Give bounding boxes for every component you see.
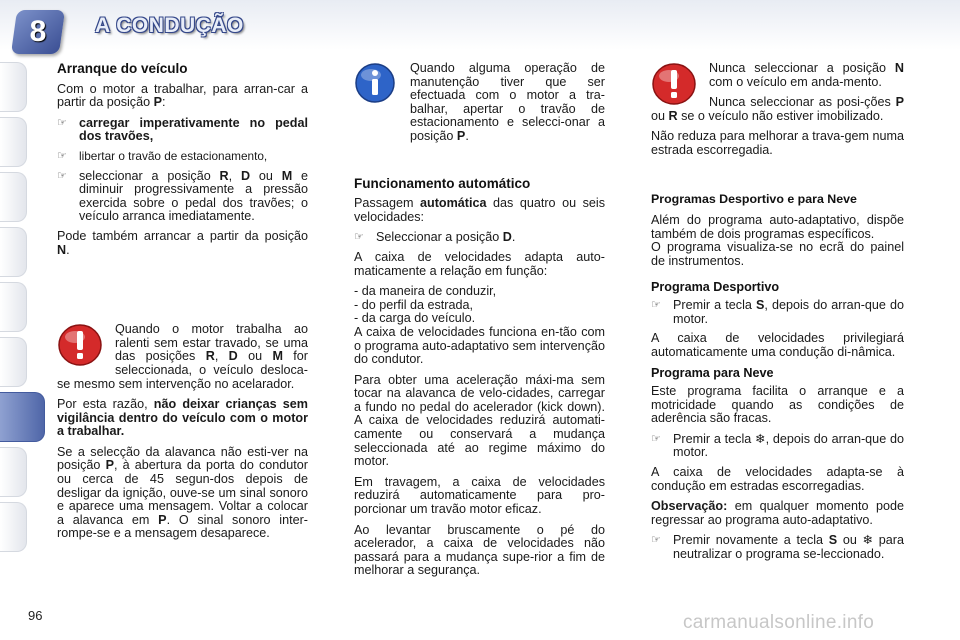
side-tab-4[interactable] (0, 227, 27, 277)
paragraph: Este programa facilita o arranque e a motricidade quando as condições de aderência são fracas. (651, 384, 904, 426)
pointing-hand-icon: ☞ (57, 169, 67, 182)
chapter-badge (11, 10, 65, 54)
paragraph: Observação: em qualquer momento pode regressar ao programa auto-adaptativo. (651, 499, 904, 527)
warning-text: Por esta razão, não deixar crianças sem vigilância dentro do veículo com o motor a trabalhar. (57, 397, 308, 439)
paragraph: A caixa de velocidades adapta auto-maticamente a relação em função: (354, 249, 605, 278)
side-tab-2[interactable] (0, 117, 27, 167)
list-item: ☞ libertar o travão de estacionamento, (57, 148, 268, 163)
paragraph: Além do programa auto-adaptativo, dispõe também de dois programas específicos. (651, 213, 904, 241)
column-3 (651, 62, 904, 568)
watermark: carmanualsonline.info (683, 612, 875, 633)
paragraph: O programa visualiza-se no ecrã do painel de instrumentos. (651, 240, 904, 268)
info-text: Quando alguma operação de manutenção tiver que ser efectuada com o motor a tra-balhar, apertar o travão de estacionamento e selecci-onar a posição P. (410, 62, 605, 143)
pointing-hand-icon: ☞ (57, 116, 67, 129)
column-2 (354, 62, 605, 585)
dash-item: - do perfil da estrada, (354, 297, 474, 312)
side-tab-6[interactable] (0, 337, 27, 387)
list-item: ☞ Premir a tecla S, depois do arran-que do motor. (651, 298, 905, 326)
warning-icon (57, 323, 107, 367)
list-item: ☞ Premir novamente a tecla S ou ❄ para neutralizar o programa se-leccionado. (651, 533, 904, 562)
paragraph: A caixa de velocidades privilegiará automaticamente uma condução di-nâmica. (651, 331, 904, 359)
dash-item: - da maneira de conduzir, (354, 284, 497, 299)
chapter-number: 8 (29, 15, 47, 48)
side-tab-3[interactable] (0, 172, 27, 222)
info-icon (354, 62, 398, 106)
list-item: ☞ carregar imperativamente no pedal dos travões, (57, 115, 308, 144)
dash-item: - da carga do veículo. (354, 311, 476, 326)
section-heading-programas: Programas Desportivo e para Neve (651, 191, 857, 206)
snowflake-icon: ❄ (862, 533, 874, 548)
pointing-hand-icon: ☞ (354, 231, 364, 244)
snowflake-icon: ❄ (755, 431, 766, 446)
list-item: ☞ Seleccionar a posição D. (354, 230, 516, 245)
paragraph: Ao levantar bruscamente o pé do acelerador, a caixa de velocidades não passará para a mudança supe-rior a fim de melhorar a segurança. (354, 522, 605, 578)
page-number: 96 (28, 608, 43, 623)
pointing-hand-icon: ☞ (57, 149, 67, 162)
side-tab-8-active[interactable] (0, 392, 45, 442)
warning-text: Nunca seleccionar a posição N com o veículo em anda-mento. (709, 62, 904, 89)
chapter-title: A CONDUÇÃO (95, 14, 244, 37)
side-tab-1[interactable] (0, 62, 27, 112)
paragraph: A caixa de velocidades adapta-se à condução em estradas escorregadias. (651, 465, 904, 493)
list-item: ☞ seleccionar a posição R, D ou M e diminuir progressivamente a pressão exercida sobre o pedal dos travões; o veículo arranca imediatamente. (57, 168, 308, 224)
paragraph-intro: Com o motor a trabalhar, para arran-car a partir da posição P: (57, 81, 308, 110)
pointing-hand-icon: ☞ (651, 299, 661, 312)
warning-text: Se a selecção da alavanca não esti-ver na posição P, à abertura da porta do condutor ou cerca de 45 segun-dos depois de desligar da ignição, ouve-se um sinal sonoro e aparece uma mensagem. Voltar a colocar a alavanca em P. O sinal sonoro inter-rompe-se e a mensagem desaparece. (57, 444, 308, 541)
warning-note (57, 323, 308, 548)
warning-note (651, 62, 904, 165)
side-tab-10[interactable] (0, 502, 27, 552)
side-tab-9[interactable] (0, 447, 27, 497)
section-heading-automatico: Funcionamento automático (354, 175, 531, 191)
pointing-hand-icon: ☞ (651, 534, 661, 547)
paragraph: Passagem automática das quatro ou seis velocidades: (354, 196, 605, 224)
info-note (354, 62, 605, 151)
list-item: ☞ Premir a tecla ❄, depois do arran-que do motor. (651, 431, 904, 460)
paragraph: Em travagem, a caixa de velocidades reduzirá automaticamente para pro-porcionar um travão motor eficaz. (354, 474, 605, 517)
warning-icon (651, 62, 701, 106)
warning-text: Quando o motor trabalha ao ralenti sem estar travado, se uma das posições R, D ou M for seleccionada, o veículo desloca-se mesmo sem intervenção no acelarador. (57, 323, 308, 391)
paragraph: A caixa de velocidades funciona en-tão com o programa auto-adaptativo sem intervenção do condutor. (354, 324, 605, 367)
subheading-desportivo: Programa Desportivo (651, 279, 780, 294)
paragraph: Pode também arrancar a partir da posição N. (57, 228, 308, 257)
side-tabs (0, 62, 32, 557)
pointing-hand-icon: ☞ (651, 432, 661, 445)
subheading-neve: Programa para Neve (651, 365, 774, 380)
column-1 (57, 62, 308, 548)
warning-text: Não reduza para melhorar a trava-gem numa estrada escorregadia. (651, 129, 904, 157)
side-tab-5[interactable] (0, 282, 27, 332)
paragraph: Para obter uma aceleração máxi-ma sem tocar na alavanca de velo-cidades, carregar a fundo no pedal do acelerador (kick down). A caixa de velocidades reduzirá automati-camente ou conservará a mudança seleccionada até ao regime máximo do motor. (354, 372, 605, 469)
warning-text: Nunca seleccionar as posi-ções P ou R se o veículo não estiver imobilizado. (651, 95, 904, 123)
section-heading-arranque: Arranque do veículo (57, 61, 188, 76)
